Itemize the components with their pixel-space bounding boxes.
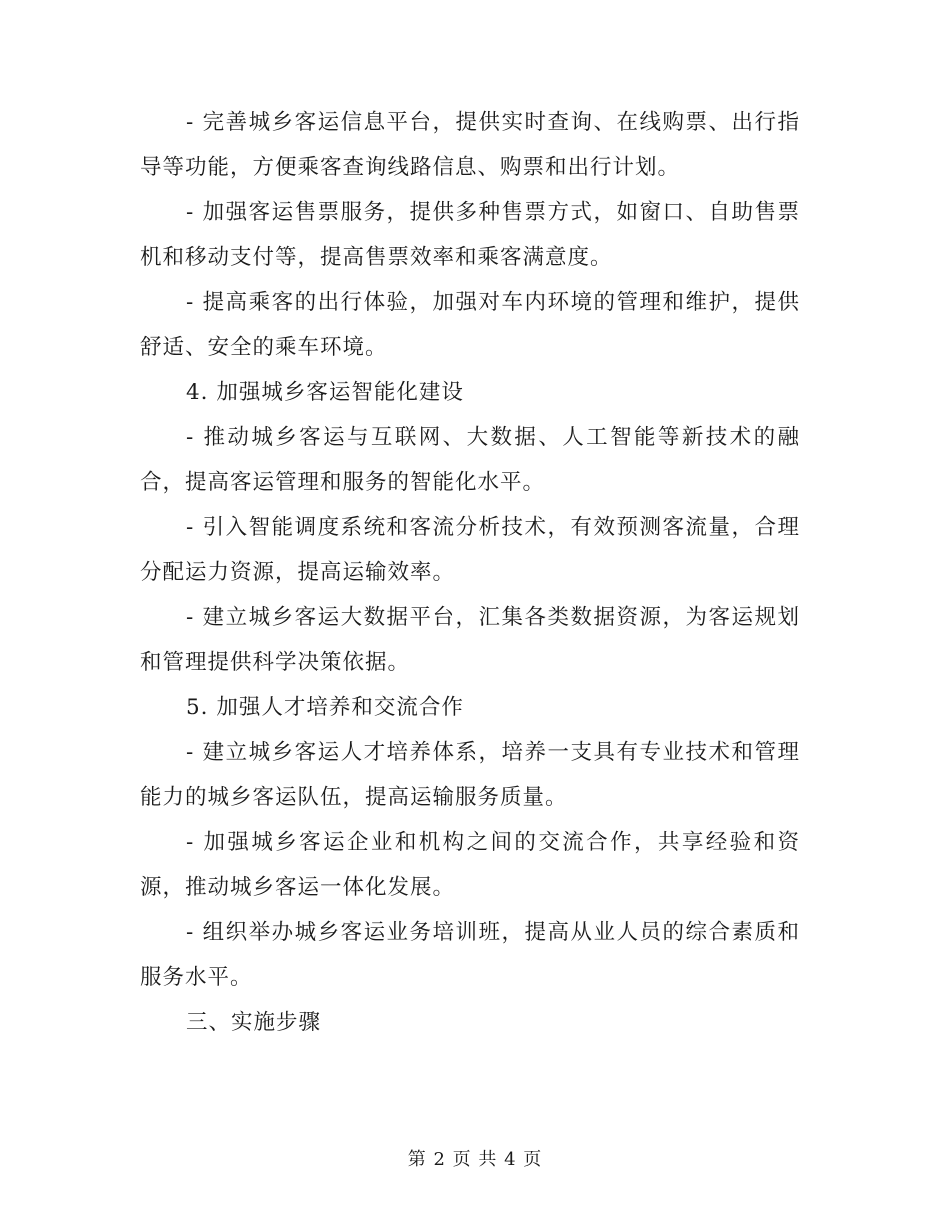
section-heading-implementation: 三、实施步骤 bbox=[186, 1010, 322, 1035]
paragraph-talent-system: - 建立城乡客运人才培养体系，培养一支具有专业技术和管理能力的城乡客运队伍，提高运输服务质量。 bbox=[140, 740, 800, 810]
document-body bbox=[140, 100, 800, 1045]
paragraph-training-classes: - 组织举办城乡客运业务培训班，提高从业人员的综合素质和服务水平。 bbox=[140, 920, 800, 990]
paragraph-smart-dispatch: - 引入智能调度系统和客流分析技术，有效预测客流量，合理分配运力资源，提高运输效率。 bbox=[140, 515, 800, 585]
section-heading-5: 5. 加强人才培养和交流合作 bbox=[186, 695, 464, 720]
section-heading-4: 4. 加强城乡客运智能化建设 bbox=[186, 380, 464, 405]
paragraph-passenger-experience: - 提高乘客的出行体验，加强对车内环境的管理和维护，提供舒适、安全的乘车环境。 bbox=[140, 290, 800, 360]
paragraph-tech-integration: - 推动城乡客运与互联网、大数据、人工智能等新技术的融合，提高客运管理和服务的智能化水平。 bbox=[140, 425, 800, 495]
paragraph-info-platform: - 完善城乡客运信息平台，提供实时查询、在线购票、出行指导等功能，方便乘客查询线路信息、购票和出行计划。 bbox=[140, 110, 800, 180]
page-number-footer: 第 2 页 共 4 页 bbox=[407, 1149, 543, 1170]
paragraph-big-data-platform: - 建立城乡客运大数据平台，汇集各类数据资源，为客运规划和管理提供科学决策依据。 bbox=[140, 605, 800, 675]
paragraph-exchange-cooperation: - 加强城乡客运企业和机构之间的交流合作，共享经验和资源，推动城乡客运一体化发展。 bbox=[140, 830, 800, 900]
paragraph-ticketing-service: - 加强客运售票服务，提供多种售票方式，如窗口、自助售票机和移动支付等，提高售票效率和乘客满意度。 bbox=[140, 200, 800, 270]
